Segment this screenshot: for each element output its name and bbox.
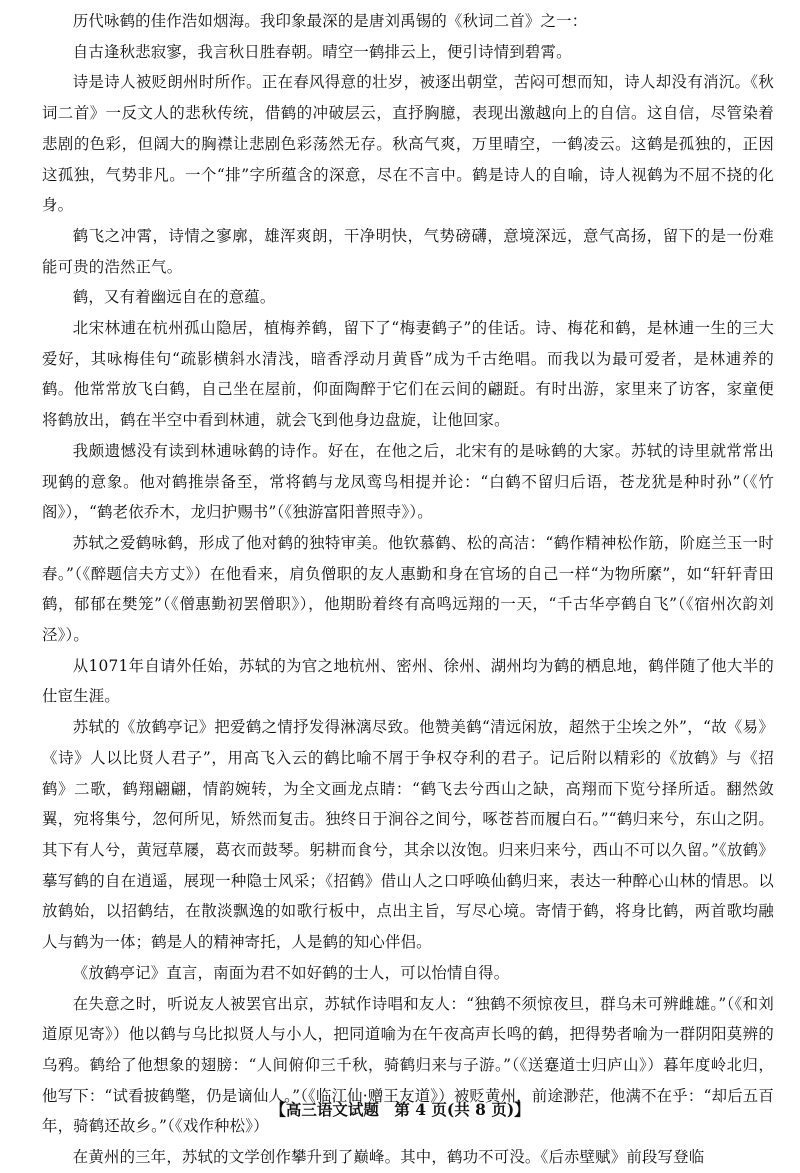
paragraph: 北宋林逋在杭州孤山隐居，植梅养鹤，留下了“梅妻鹤子”的佳话。诗、梅花和鹤，是林逋一生的三大爱好，其咏梅佳句“疏影横斜水清浅，暗香浮动月黄昏”成为千古绝唱。而我以为最可爱者，是林逋养的鹤。他常常放飞白鹤，自己坐在屋前，仰面陶醉于它们在云间的翩跹。有时出游，家里来了访客，家童便将鹤放出，鹤在半空中看到林逋，就会飞到他身边盘旋，让他回家。: [42, 319, 774, 430]
paragraph: 苏轼之爱鹤咏鹤，形成了他对鹤的独特审美。他钦慕鹤、松的高洁：“鹤作精神松作筋，阶庭兰玉一时春。”（《醉题信夫方丈》）在他看来，肩负僧职的友人惠勤和身在官场的自己一样“为物所縻”，如“轩轩青田鹤，郁郁在樊笼”（《僧惠勤初罢僧职》），他期盼着终有高鸣远翔的一天，“千古华亭鹤自飞”（《宿州次韵刘泾》）。: [42, 533, 774, 645]
paragraph: 《放鹤亭记》直言，南面为君不如好鹤的士人，可以怡情自得。: [72, 963, 510, 982]
paragraph: 诗是诗人被贬朗州时所作。正在春风得意的壮岁，被逐出朝堂，苦闷可想而知，诗人却没有消沉。《秋词二首》一反文人的悲秋传统，借鹤的冲破层云，直抒胸臆，表现出激越向上的自信。这自信，尽管染着悲剧的色彩，但阔大的胸襟让悲剧色彩荡然无存。秋高气爽，万里晴空，一鹤凌云。这鹤是孤独的，正因这孤独，气势非凡。一个“排”字所蕴含的深意，尽在不言中。鹤是诗人的自喻，诗人视鹤为不屈不挠的化身。: [42, 73, 774, 215]
paragraph: 从1071年自请外任始，苏轼的为官之地杭州、密州、徐州、湖州均为鹤的栖息地，鹤伴随了他大半的仕宦生涯。: [42, 656, 774, 706]
paragraph: 鹤，又有着幽远自在的意蕴。: [72, 288, 276, 307]
article-body: [42, 6, 774, 1173]
paragraph: 在黄州的三年，苏轼的文学创作攀升到了巅峰。其中，鹤功不可没。《后赤壁赋》前段写登临: [72, 1148, 705, 1167]
paragraph: 历代咏鹤的佳作浩如烟海。我印象最深的是唐刘禹锡的《秋词二首》之一：: [72, 12, 588, 30]
paragraph: 鹤飞之冲霄，诗情之寥廓，雄浑爽朗，干净明快，气势磅礴，意境深远，意气高扬，留下的是一份难能可贵的浩然正气。: [42, 226, 774, 276]
paragraph: 我颇遗憾没有读到林逋咏鹤的诗作。好在，在他之后，北宋有的是咏鹤的大家。苏轼的诗里就常常出现鹤的意象。他对鹤推崇备至，常将鹤与龙凤鸾鸟相提并论：“白鹤不留归后语，苍龙犹是种时孙”（《竹阁》），“鹤老依乔木，龙归护赐书”（《独游富阳普照寺》）。: [42, 441, 774, 522]
page-footer: 【高三语文试题 第 4 页(共 8 页)】: [270, 1100, 530, 1119]
paragraph: 在失意之时，听说友人被罢官出京，苏轼作诗唱和友人：“独鹤不须惊夜旦，群乌未可辨雌雄。”（《和刘道原见寄》）他以鹤与乌比拟贤人与小人，把同道喻为在午夜高声长鸣的鹤，把得势者喻为一群阴阳莫辨的乌鸦。鹤给了他想象的翅膀：“人间俯仰三千秋，骑鹤归来与子游。”（《送蹇道士归庐山》）暮年度岭北归，他写下：“试看披鹤氅，仍是谪仙人。”（《临江仙·赠王友道》）被贬黄州，前途渺茫，他满不在乎：“却后五百年，骑鹤还故乡。”（《戏作种松》）: [42, 994, 774, 1136]
paragraph: 苏轼的《放鹤亭记》把爱鹤之情抒发得淋漓尽致。他赞美鹤“清远闲放，超然于尘埃之外”，“故《易》《诗》人以比贤人君子”，用高飞入云的鹤比喻不屑于争权夺利的君子。记后附以精彩的《放鹤》与《招鹤》二歌，鹤翔翩翩，情韵婉转，为全文画龙点睛：“鹤飞去兮西山之缺，高翔而下览兮择所适。翻然敛翼，宛将集兮，忽何所见，矫然而复击。独终日于涧谷之间兮，啄苍苔而履白石。”“鹤归来兮，东山之阴。其下有人兮，黄冠草屦，葛衣而鼓琴。躬耕而食兮，其余以汝饱。归来归来兮，西山不可以久留。”《放鹤》摹写鹤的自在逍遥，展现一种隐士风采；《招鹤》借山人之口呼唤仙鹤归来，表达一种醉心山林的情思。以放鹤始，以招鹤结，在散淡飘逸的如歌行板中，点出主旨，写尽心境。寄情于鹤，将身比鹤，两首歌均融人与鹤为一体；鹤是人的精神寄托，人是鹤的知心伴侣。: [42, 718, 774, 952]
poem-line: 自古逢秋悲寂寥，我言秋日胜春朝。晴空一鹤排云上，便引诗情到碧霄。: [72, 42, 572, 61]
